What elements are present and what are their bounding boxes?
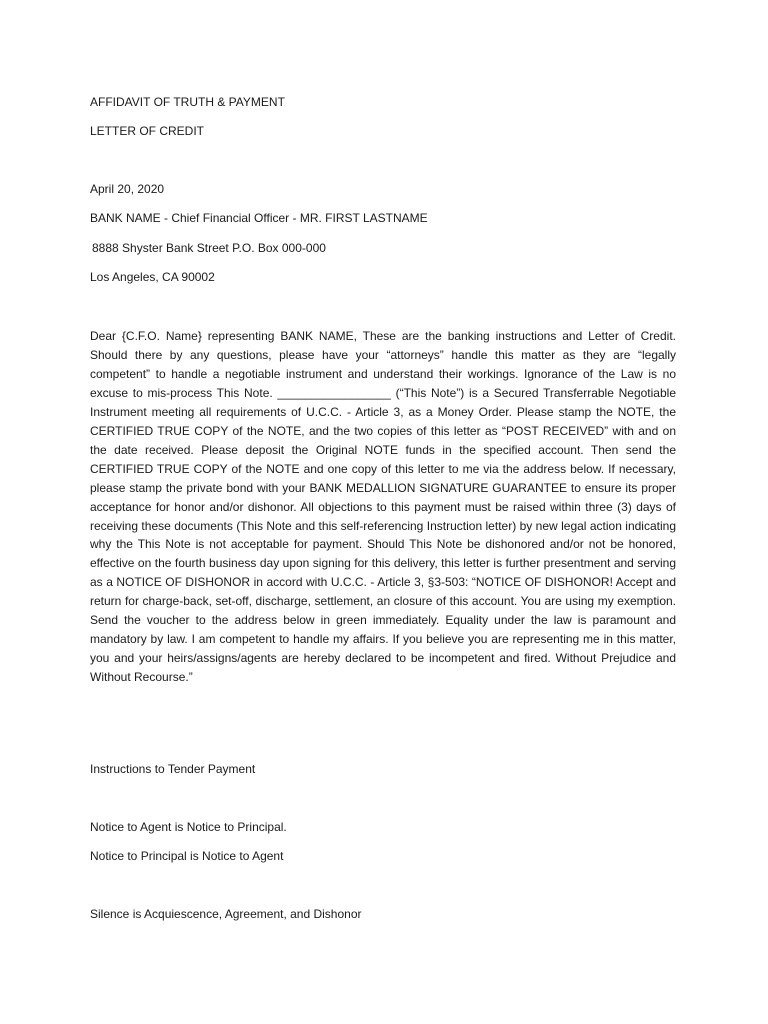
notice-principal: Notice to Principal is Notice to Agent <box>90 849 284 863</box>
notice-agent: Notice to Agent is Notice to Principal. <box>90 820 287 834</box>
letter-date: April 20, 2020 <box>90 182 165 196</box>
document-title: AFFIDAVIT OF TRUTH & PAYMENT <box>90 95 285 109</box>
address-line-1: 8888 Shyster Bank Street P.O. Box 000-000 <box>92 241 326 255</box>
letter-recipient: BANK NAME - Chief Financial Officer - MR. FIRST LASTNAME <box>90 211 428 225</box>
instructions-heading: Instructions to Tender Payment <box>90 762 256 776</box>
document-subtitle: LETTER OF CREDIT <box>90 124 205 138</box>
silence-statement: Silence is Acquiescence, Agreement, and Dishonor <box>90 907 362 921</box>
address-line-2: Los Angeles, CA 90002 <box>90 270 215 284</box>
letter-body: Dear {C.F.O. Name} representing BANK NAME, These are the banking instructions and Letter of Credit. Should there by any questions, please have your “attorneys” handle this matter as they are “legally competent” to handle a negotiable instrument and understand their workings. Ignorance of the Law is no excuse to mis-process This Note. _________________ (“This Note”) is a Secured Transferrable Negotiable Instrument meeting all requirements of U.C.C. - Article 3, as a Money Order. Please stamp the NOTE, the CERTIFIED TRUE COPY of the NOTE, and the two copies of this letter as “POST RECEIVED” with and on the date received. Please deposit the Original NOTE funds in the specified account. Then send the CERTIFIED TRUE COPY of the NOTE and one copy of this letter to me via the address below. If necessary, please stamp the private bond with your BANK MEDALLION SIGNATURE GUARANTEE to ensure its proper acceptance for honor and/or dishonor. All objections to this payment must be raised within three (3) days of receiving these documents (This Note and this self-referencing Instruction letter) by new legal action indicating why the This Note is not acceptable for payment. Should This Note be dishonored and/or not be honored, effective on the fourth business day upon signing for this delivery, this letter is further presentment and serving as a NOTICE OF DISHONOR in accord with U.C.C. - Article 3, §3-503: “NOTICE OF DISHONOR! Accept and return for charge-back, set-off, discharge, settlement, an closure of this account. You are using my exemption. Send the voucher to the address below in green immediately. Equality under the law is paramount and mandatory by law. I am competent to handle my affairs. If you believe you are representing me in this matter, you and your heirs/assigns/agents are hereby declared to be incompetent and fired. Without Prejudice and Without Recourse.” <box>90 329 676 685</box>
